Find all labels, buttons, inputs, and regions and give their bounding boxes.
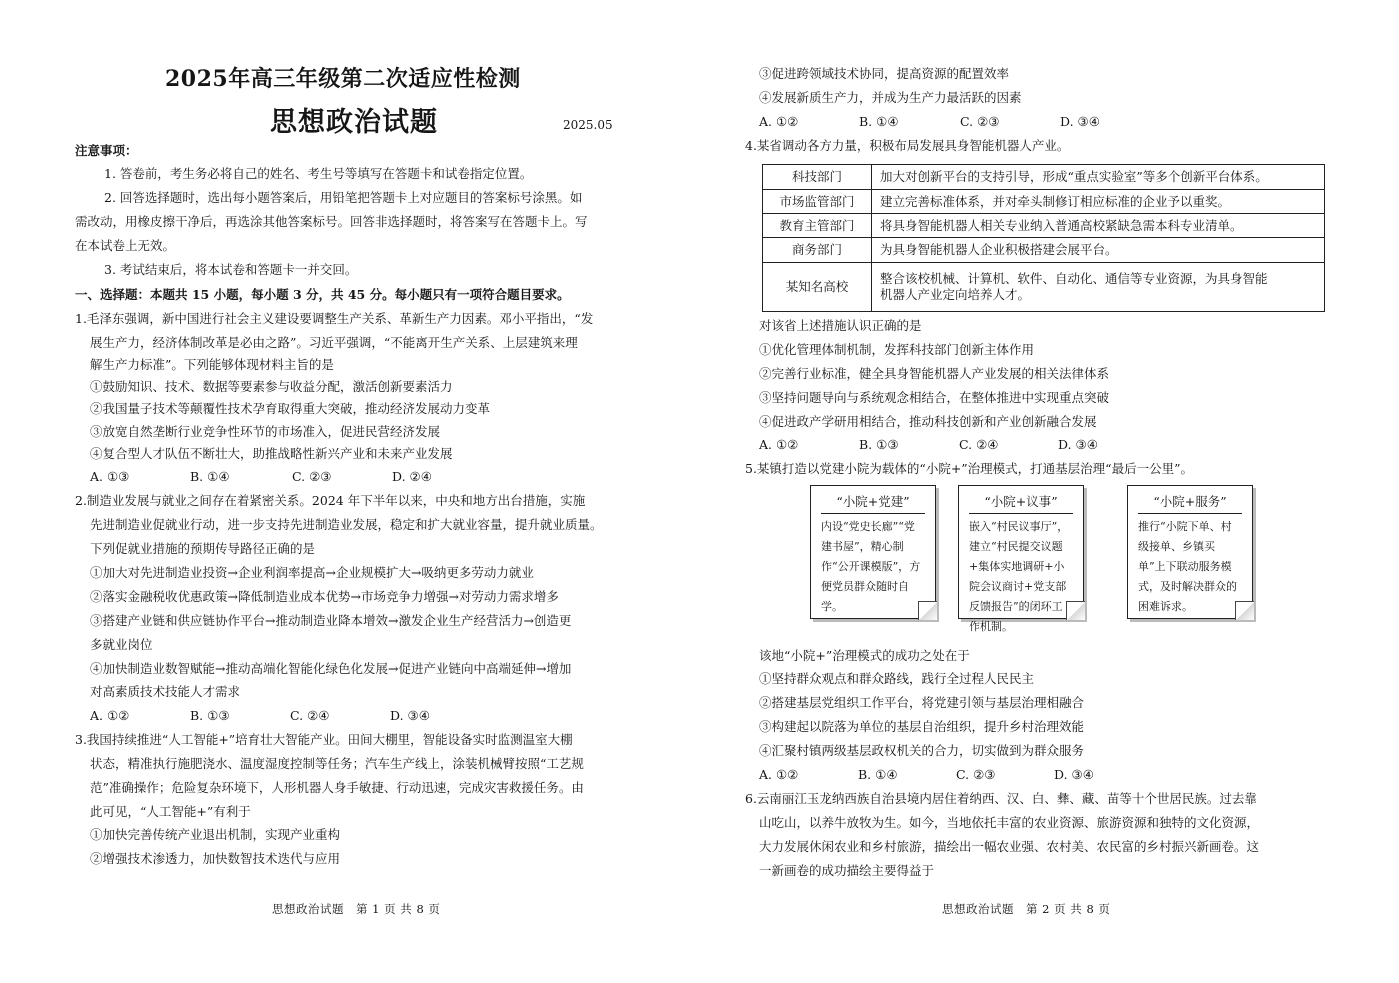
q2-item: 对高素质技术技能人才需求	[90, 684, 241, 699]
q1-item: ②我国量子技术等颠覆性技术孕育取得重大突破，推动经济发展动力变革	[90, 401, 491, 416]
table-row	[763, 165, 1325, 190]
q6-stem: 一新画卷的成功描绘主要得益于	[759, 863, 935, 878]
table-cell-line: 机器人产业定向培养人才。	[880, 287, 1031, 302]
q3-stem: 3.我国持续推进“人工智能+”培育壮大智能产业。田间大棚里，智能设备实时监测温室大棚	[75, 732, 573, 747]
q1-option-d: D. ②④	[392, 469, 432, 484]
note-box-divider	[1138, 513, 1242, 514]
table-cell-dept: 市场监管部门	[763, 190, 872, 214]
q5-item: ④汇聚村镇两级基层政权机关的合力，切实做到为群众服务	[759, 743, 1085, 758]
page-curl-icon	[1235, 601, 1254, 620]
q1-item: ①鼓励知识、技术、数据等要素参与收益分配，激活创新要素活力	[90, 379, 453, 394]
q5-note-box	[958, 485, 1084, 633]
q5-item: ②搭建基层党组织工作平台，将党建引领与基层治理相融合	[759, 695, 1085, 710]
q4-option-d: D. ③④	[1058, 437, 1098, 452]
page-curl-icon	[918, 601, 937, 620]
page-curl-icon	[1066, 601, 1085, 620]
exam-page-2	[700, 0, 1399, 983]
note-box-body: 推行“小院下单、村级接单、乡镇买单”上下联动服务模式，及时解决群众的困难诉求。	[1138, 520, 1237, 613]
q2-option-d: D. ③④	[390, 708, 430, 723]
q4-option-b: B. ①③	[859, 437, 899, 452]
exam-date: 2025.05	[563, 118, 613, 132]
table-row	[763, 190, 1325, 214]
note-box-body: 内设“党史长廊”“党建书屋”，精心制作“公开课模版”，方便党员群众随时自学。	[821, 520, 921, 613]
q2-item: 多就业岗位	[90, 637, 153, 652]
note-box-divider	[821, 513, 925, 514]
q5-item: ①坚持群众观点和群众路线，践行全过程人民民主	[759, 671, 1035, 686]
q1-stem: 展生产力，经济体制改革是必由之路”。习近平强调，“不能离开生产关系、上层建筑来理	[90, 335, 578, 350]
note-box-title: “小院+议事”	[984, 494, 1058, 509]
note-box-title: “小院+党建”	[836, 494, 910, 509]
q3-item: ②增强技术渗透力，加快数智技术迭代与应用	[90, 851, 341, 866]
table-cell-text: 将具身智能机器人相关专业纳入普通高校紧缺急需本科专业清单。	[872, 214, 1325, 238]
q3-option-d: D. ③④	[1060, 114, 1100, 129]
q4-item: ③坚持问题导向与系统观念相结合，在整体推进中实现重点突破	[759, 390, 1110, 405]
notice-line: 2. 回答选择题时，选出每小题答案后，用铅笔把答题卡上对应题目的答案标号涂黑。如	[104, 190, 583, 205]
q1-option-b: B. ①④	[190, 469, 230, 484]
q5-note-box	[1127, 485, 1253, 619]
page-footer: 思想政治试题 第 2 页 共 8 页	[942, 902, 1111, 916]
q2-option-c: C. ②④	[290, 708, 330, 723]
q5-option-a: A. ①②	[759, 767, 799, 782]
q1-item: ③放宽自然垄断行业竞争性环节的市场准入，促进民营经济发展	[90, 424, 441, 439]
exam-page-1	[0, 0, 699, 983]
q2-item: ③搭建产业链和供应链协作平台→推动制造业降本增效→激发企业生产经营活力→创造更	[90, 613, 572, 628]
table-cell-dept: 某知名高校	[763, 263, 872, 312]
q2-item: ①加大对先进制造业投资→企业利润率提高→企业规模扩大→吸纳更多劳动力就业	[90, 565, 534, 580]
q4-stem: 4.某省调动各方力量，积极布局发展具身智能机器人产业。	[745, 138, 1070, 153]
q2-stem: 下列促就业措施的预期传导路径正确的是	[90, 541, 316, 556]
table-cell-text: 建立完善标准体系，并对牵头制修订相应标准的企业予以重奖。	[872, 190, 1325, 214]
q5-item: ③构建起以院落为单位的基层自治组织，提升乡村治理效能	[759, 719, 1085, 734]
q4-question: 对该省上述措施认识正确的是	[759, 318, 922, 333]
section-heading: 一、选择题：本题共 15 小题，每小题 3 分，共 45 分。每小题只有一项符合题目要求。	[75, 287, 570, 302]
note-box-divider	[969, 513, 1073, 514]
table-row	[763, 214, 1325, 238]
q2-option-b: B. ①③	[190, 708, 230, 723]
q5-option-d: D. ③④	[1054, 767, 1094, 782]
q1-stem: 解生产力标准”。下列能够体现材料主旨的是	[90, 357, 334, 372]
q1-stem: 1.毛泽东强调，新中国进行社会主义建设要调整生产关系、革新生产力因素。邓小平指出，“发	[75, 311, 594, 326]
notice-line: 1. 答卷前，考生务必将自己的姓名、考生号等填写在答题卡和试卷指定位置。	[104, 166, 533, 181]
q1-item: ④复合型人才队伍不断壮大，助推战略性新兴产业和未来产业发展	[90, 446, 453, 461]
page-footer: 思想政治试题 第 1 页 共 8 页	[272, 902, 441, 916]
notice-heading: 注意事项：	[75, 143, 138, 158]
q1-option-c: C. ②③	[292, 469, 332, 484]
q6-stem: 大力发展休闲农业和乡村旅游，描绘出一幅农业强、农村美、农民富的乡村振兴新画卷。这	[759, 839, 1260, 854]
table-cell-dept: 商务部门	[763, 238, 872, 263]
q3-item: ④发展新质生产力，并成为生产力最活跃的因素	[759, 90, 1022, 105]
q4-item: ④促进政产学研用相结合，推动科技创新和产业创新融合发展	[759, 414, 1097, 429]
table-cell-text: 为具身智能机器人企业积极搭建会展平台。	[872, 238, 1325, 263]
q2-item: ④加快制造业数智赋能→推动高端化智能化绿色化发展→促进产业链向中高端延伸→增加	[90, 661, 572, 676]
q2-stem: 先进制造业促就业行动，进一步支持先进制造业发展，稳定和扩大就业容量，提升就业质量。	[90, 517, 603, 532]
q3-option-b: B. ①④	[859, 114, 899, 129]
notice-line: 3. 考试结束后，将本试卷和答题卡一并交回。	[104, 262, 358, 277]
table-row	[763, 238, 1325, 263]
subject-title: 思想政治试题	[270, 107, 438, 138]
note-box-body: 嵌入“村民议事厅”，建立“村民提交议题+集体实地调研+小院会议商讨+党支部反馈报告”的闭环工作机制。	[969, 520, 1069, 633]
table-cell-dept: 教育主管部门	[763, 214, 872, 238]
q5-note-box	[810, 485, 936, 619]
q4-option-a: A. ①②	[759, 437, 799, 452]
exam-title: 2025年高三年级第二次适应性检测	[165, 66, 521, 92]
table-row	[763, 263, 1325, 312]
q3-stem: 此可见，“人工智能+”有利于	[90, 804, 251, 819]
notice-line: 在本试卷上无效。	[75, 238, 176, 253]
q3-option-a: A. ①②	[759, 114, 799, 129]
q2-option-a: A. ①②	[90, 708, 130, 723]
q3-item: ①加快完善传统产业退出机制，实现产业重构	[90, 827, 341, 842]
q5-option-b: B. ①④	[858, 767, 898, 782]
q2-item: ②落实金融税收优惠政策→降低制造业成本优势→市场竞争力增强→对劳动力需求增多	[90, 589, 559, 604]
q3-option-c: C. ②③	[960, 114, 1000, 129]
q6-stem: 山吃山，以养牛放牧为生。如今，当地依托丰富的农业资源、旅游资源和独特的文化资源，	[759, 815, 1260, 830]
table-cell-dept: 科技部门	[763, 165, 872, 190]
q6-stem: 6.云南丽江玉龙纳西族自治县境内居住着纳西、汉、白、彝、藏、苗等十个世居民族。过去靠	[745, 791, 1257, 806]
table-cell-text: 加大对创新平台的支持引导，形成“重点实验室”等多个创新平台体系。	[872, 165, 1325, 190]
notice-line: 需改动，用橡皮擦干净后，再选涂其他答案标号。回答非选择题时，将答案写在答题卡上。写	[75, 214, 588, 229]
q4-item: ②完善行业标准，健全具身智能机器人产业发展的相关法律体系	[759, 366, 1110, 381]
q3-stem: 范”准确操作；危险复杂环境下，人形机器人身手敏捷、行动迅速，完成灾害救援任务。由	[90, 780, 584, 795]
q2-stem: 2.制造业发展与就业之间存在着紧密关系。2024 年下半年以来，中央和地方出台措施，实施	[75, 493, 586, 508]
q3-stem: 状态，精准执行施肥浇水、温度湿度控制等任务；汽车生产线上，涂装机械臂按照“工艺规	[90, 756, 584, 771]
q1-option-a: A. ①③	[90, 469, 130, 484]
q4-table	[762, 164, 1325, 312]
q5-option-c: C. ②③	[956, 767, 996, 782]
q5-stem: 5.某镇打造以党建小院为载体的“小院+”治理模式，打通基层治理“最后一公里”。	[745, 461, 1193, 476]
note-box-title: “小院+服务”	[1153, 494, 1227, 509]
table-cell-line: 整合该校机械、计算机、软件、自动化、通信等专业资源，为具身智能	[880, 271, 1268, 286]
q4-item: ①优化管理体制机制，发挥科技部门创新主体作用	[759, 342, 1035, 357]
table-cell-text	[872, 263, 1325, 312]
q5-question: 该地“小院+”治理模式的成功之处在于	[759, 648, 970, 663]
q4-option-c: C. ②④	[959, 437, 999, 452]
q3-item: ③促进跨领域技术协同，提高资源的配置效率	[759, 66, 1010, 81]
